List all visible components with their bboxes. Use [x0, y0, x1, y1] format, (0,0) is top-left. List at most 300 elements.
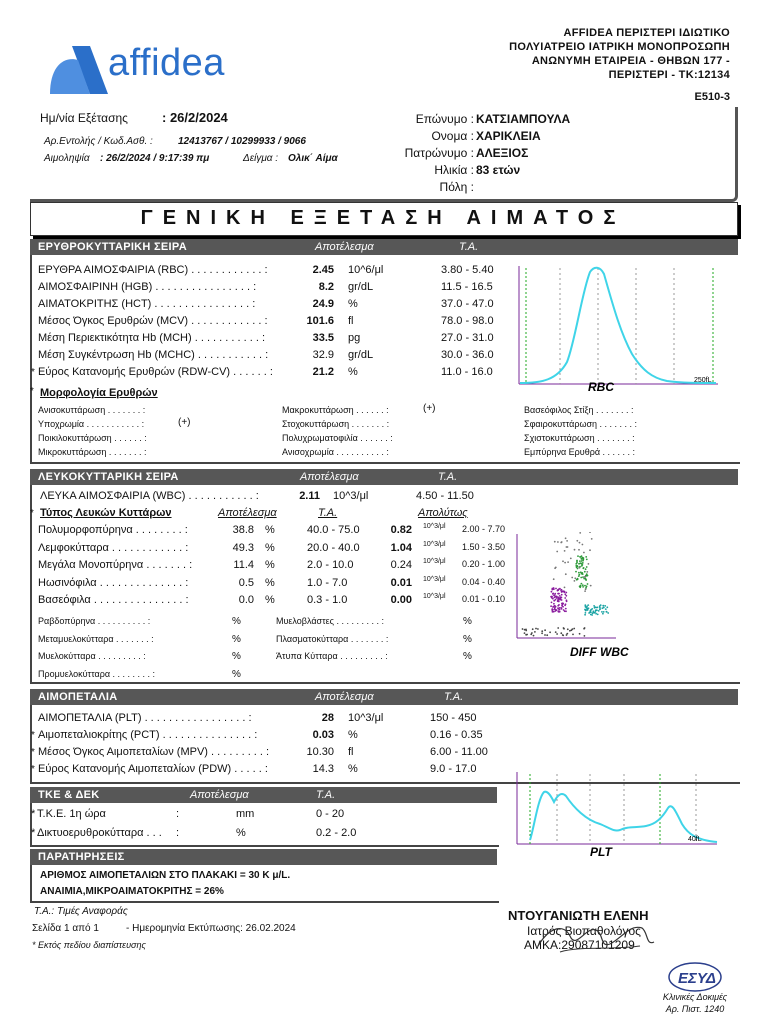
wbc-type-abs: 0.01 [390, 576, 412, 589]
rbc-axis-label: 250fL [694, 377, 712, 384]
wbc-other-label: Μεταμυελοκύτταρα . . . . . . . : [38, 633, 154, 644]
wbc-col-ref: Τ.Α. [438, 471, 458, 483]
wbc-type-abs-ref: 2.00 - 7.70 [462, 524, 506, 534]
scatter-dot [566, 546, 568, 548]
plt-row-unit: % [348, 729, 358, 741]
scatter-dot [585, 606, 587, 608]
wbc-type-abs-unit: 10^3/μl [423, 575, 446, 583]
scatter-dot [581, 565, 583, 567]
scatter-dot [551, 589, 553, 591]
scatter-dot [575, 563, 577, 565]
scatter-dot [580, 577, 582, 579]
scatter-dot [595, 610, 597, 612]
wbc-type-value: 49.3 [232, 541, 254, 554]
scatter-dot [574, 580, 576, 582]
scatter-dot [560, 607, 562, 609]
doctor-name: ΝΤΟΥΓΑΝΙΩΤΗ ΕΛΕΝΗ [508, 908, 649, 923]
scatter-dot [566, 540, 568, 542]
scatter-dot [577, 578, 579, 580]
scatter-dot [534, 631, 536, 633]
rbc-row-ref: 30.0 - 36.0 [441, 349, 494, 361]
scatter-dot [585, 588, 587, 590]
scatter-dot [578, 563, 580, 565]
scatter-dot [579, 532, 581, 534]
scatter-dot [566, 633, 568, 635]
scatter-dot [585, 576, 587, 578]
morph-item-label: Σχιστοκυττάρωση . . . . . . . : [524, 433, 635, 443]
seal-text: ΕΣΥΔ [678, 970, 716, 987]
esr-row-unit: % [236, 827, 246, 839]
rbc-row-value: 21.2 [312, 366, 334, 378]
age-label: Ηλικία : [434, 163, 474, 177]
wbc-type-abs: 0.82 [390, 524, 412, 536]
scatter-dot [565, 595, 567, 597]
scatter-dot [550, 605, 552, 607]
wbc-type-value: 0.0 [238, 594, 254, 606]
plt-row-value: 0.03 [312, 729, 334, 741]
esr-col-ref: Τ.Α. [316, 789, 336, 801]
scatter-dot [554, 596, 556, 598]
wbc-type-abs-ref: 0.04 - 0.40 [462, 576, 506, 587]
scatter-dot [592, 610, 594, 612]
rbc-row-value: 101.6 [306, 315, 334, 327]
rbc-row-unit: gr/dL [348, 349, 374, 361]
scatter-dot [583, 578, 585, 580]
scatter-dot [551, 591, 553, 593]
scatter-dot [584, 571, 586, 573]
plt-col-ref: Τ.Α. [444, 691, 464, 703]
esr-section-title: ΤΚΕ & ΔΕΚ [38, 789, 100, 801]
affidea-logo-text: affidea [108, 42, 225, 84]
rbc-row-label: ΕΡΥΘΡΑ ΑΙΜΟΣΦΑΙΡΙΑ (RBC) . . . . . . . . . . . . : [38, 264, 268, 276]
scatter-dot [576, 560, 578, 562]
rbc-row-label: ΑΙΜΟΣΦΑΙΡΙΝΗ (HGB) . . . . . . . . . . . . . . . . : [38, 281, 257, 293]
scatter-dot [589, 532, 591, 533]
notes-section-header [30, 849, 497, 865]
types-col-result: Αποτέλεσμα [218, 507, 277, 519]
scatter-dot [583, 557, 585, 559]
wbc-type-value: 38.8 [232, 524, 254, 536]
scatter-dot [585, 556, 587, 558]
plt-section-title: ΑΙΜΟΠΕΤΑΛΙΑ [38, 691, 118, 703]
rbc-row-unit: fl [348, 315, 354, 327]
scatter-dot [559, 595, 561, 597]
morph-item-value: (+) [423, 403, 436, 414]
wbc-type-label: Λεμφοκύτταρα . . . . . . . . . . . . : [38, 541, 189, 554]
esyd-seal [666, 960, 724, 994]
scatter-dot [591, 538, 593, 540]
draw-label: Αιμοληψία [44, 153, 90, 164]
row-star: * [31, 367, 35, 378]
scatter-dot [556, 551, 558, 553]
scatter-dot [553, 603, 555, 605]
accreditation-note: * Εκτός πεδίου διαπίστευσης [32, 940, 146, 950]
form-code: E510-3 [694, 91, 730, 103]
diff-wbc-scatter [512, 532, 722, 662]
wbc-type-unit: % [265, 576, 275, 589]
age-value: 83 ετών [476, 163, 521, 177]
scatter-dot [593, 605, 595, 607]
scatter-dot [585, 579, 587, 581]
wbc-type-ref: 0.3 - 1.0 [307, 594, 348, 606]
father-label: Πατρώνυμο : [404, 146, 474, 160]
rbc-row-unit: gr/dL [348, 281, 374, 293]
morph-item-label: Εμπύρηνα Ερυθρά . . . . . . : [524, 447, 636, 457]
rbc-curve [520, 268, 716, 383]
wbc-other-unit: % [232, 616, 241, 627]
rbc-section-header [30, 239, 738, 255]
scatter-dot [552, 611, 554, 613]
plt-row-label: Μέσος Όγκος Αιμοπεταλίων (MPV) . . . . . . . . . : [38, 746, 270, 758]
wbc-value: 2.11 [299, 490, 320, 502]
esr-row-colon: : [176, 827, 180, 839]
wbc-type-value: 11.4 [233, 559, 254, 571]
morph-item-label: Ανισοχρωμία . . . . . . . . . . : [282, 447, 389, 457]
wbc-other-label: Ραβδοπύρηνα . . . . . . . . . . : [38, 616, 151, 626]
wbc-type-abs-unit: 10^3/μl [423, 558, 446, 565]
scatter-dot [588, 612, 590, 614]
rbc-row-label: Μέση Συγκέντρωση Hb (MCHC) . . . . . . . . . . . : [38, 349, 269, 361]
rbc-row-ref: 78.0 - 98.0 [441, 315, 494, 327]
scatter-dot [562, 634, 564, 636]
scatter-dot [586, 566, 588, 568]
rbc-row-unit: % [348, 298, 358, 310]
scatter-dot [552, 593, 554, 595]
types-title: Τύπος Λευκών Κυττάρων [40, 507, 172, 519]
scatter-dot [586, 571, 588, 573]
scatter-dot [591, 614, 593, 616]
scatter-dot [522, 628, 524, 630]
scatter-dot [606, 611, 608, 613]
morph-item-label: Ανισοκυττάρωση . . . . . . . : [38, 405, 146, 415]
rbc-row-unit: 10^6/μl [348, 264, 384, 276]
plt-axis-label: 40fL [688, 836, 702, 843]
scatter-dot [603, 611, 605, 613]
scatter-dot [584, 604, 586, 606]
scatter-dot [569, 630, 571, 632]
diff-points [522, 532, 610, 637]
scatter-dot [601, 611, 603, 613]
plt-row-ref: 0.16 - 0.35 [430, 729, 483, 741]
scatter-dot [565, 608, 567, 610]
plt-histogram [512, 768, 722, 860]
wbc-type-abs: 1.04 [390, 541, 412, 554]
scatter-dot [556, 633, 558, 635]
scatter-dot [560, 597, 562, 599]
plt-row-value: 28 [321, 712, 334, 724]
wbc-other-unit: % [463, 616, 472, 627]
scatter-dot [605, 608, 607, 610]
doctor-title: Ιατρός Βιοπαθολόγος [527, 924, 641, 938]
order-value: 12413767 / 10299933 / 9066 [178, 136, 306, 147]
scatter-dot [561, 541, 563, 543]
wbc-other-label: Προμυελοκύτταρα . . . . . . . . : [38, 668, 156, 679]
types-star: * [30, 508, 34, 519]
scatter-dot [559, 607, 561, 609]
scatter-dot [584, 635, 586, 637]
ref-note: Τ.Α.: Τιμές Αναφοράς [34, 906, 128, 917]
scatter-dot [549, 631, 551, 633]
esr-row-label: Δικτυοερυθροκύτταρα . . . [37, 827, 162, 839]
exam-date-value: : 26/2/2024 [162, 110, 228, 125]
address-line: ΠΟΛΥΙΑΤΡΕΙΟ ΙΑΤΡΙΚΗ ΜΟΝΟΠΡΟΣΩΠΗ [509, 41, 730, 53]
scatter-dot [562, 560, 564, 562]
scatter-dot [561, 594, 563, 596]
scatter-dot [603, 605, 605, 607]
scatter-dot [579, 542, 581, 544]
scatter-dot [582, 584, 584, 586]
scatter-dot [588, 563, 590, 565]
scatter-dot [559, 609, 561, 611]
address-line: ΑΝΩΝΥΜΗ ΕΤΑΙΡΕΙΑ - ΘΗΒΩΝ 177 - [531, 55, 730, 67]
plt-section-header [30, 689, 738, 705]
wbc-other-unit: % [232, 668, 241, 680]
lab-address [400, 26, 730, 82]
wbc-type-unit: % [265, 524, 275, 536]
plt-row-ref: 9.0 - 17.0 [430, 763, 477, 775]
scatter-dot [582, 544, 584, 546]
scatter-dot [554, 607, 556, 609]
scatter-dot [582, 562, 584, 564]
plt-row-ref: 6.00 - 11.00 [430, 746, 488, 758]
scatter-dot [552, 609, 554, 611]
rbc-col-ref: Τ.Α. [459, 241, 479, 253]
wbc-type-abs-ref: 0.01 - 0.10 [462, 594, 506, 604]
scatter-dot [551, 602, 553, 604]
rbc-row-value: 2.45 [312, 264, 334, 276]
scatter-dot [560, 589, 562, 591]
esr-row-unit: mm [236, 808, 255, 820]
scatter-dot [563, 591, 565, 593]
page-title: ΓΕΝΙΚΗ ΕΞΕΤΑΣΗ ΑΙΜΑΤΟΣ [140, 207, 626, 229]
surname-label: Επώνυμο : [415, 112, 474, 126]
doctor-signature [530, 916, 660, 960]
scatter-dot [552, 606, 554, 608]
scatter-dot [584, 590, 586, 592]
scatter-dot [557, 596, 559, 598]
esr-row-label: Τ.Κ.Ε. 1η ώρα [37, 808, 106, 820]
scatter-dot [561, 591, 563, 593]
scatter-dot [607, 612, 609, 614]
affidea-logo-mark [50, 46, 108, 94]
scatter-dot [553, 600, 555, 602]
scatter-dot [581, 583, 583, 585]
scatter-dot [585, 568, 587, 570]
surname-value: ΚΑΤΣΙΑΜΠΟΥΛΑ [476, 112, 571, 126]
wbc-col-result: Αποτέλεσμα [300, 471, 359, 483]
plt-row-unit: % [348, 763, 358, 775]
rbc-row-value: 32.9 [312, 349, 334, 361]
scatter-dot [572, 634, 574, 636]
rbc-col-result: Αποτέλεσμα [315, 241, 374, 253]
scatter-dot [597, 614, 599, 616]
row-star: * [31, 730, 35, 741]
scatter-dot [564, 593, 566, 595]
plt-row-value: 14.3 [312, 763, 334, 775]
rbc-row-ref: 37.0 - 47.0 [441, 298, 494, 310]
scatter-dot [564, 597, 566, 599]
row-star: * [31, 808, 36, 820]
rbc-row-label: Μέση Περιεκτικότητα Hb (MCH) . . . . . . . . . . . : [38, 332, 266, 344]
wbc-section-title: ΛΕΥΚΟΚΥΤΤΑΡΙΚΗ ΣΕΙΡΑ [38, 471, 179, 483]
types-col-abs: Απολύτως [418, 507, 468, 519]
scatter-dot [575, 571, 577, 573]
scatter-dot [565, 573, 567, 575]
wbc-type-unit: % [265, 594, 275, 606]
scatter-dot [577, 566, 579, 568]
wbc-label: ΛΕΥΚΑ ΑΙΜΟΣΦΑΙΡΙΑ (WBC) . . . . . . . . . . . : [40, 490, 259, 502]
plt-col-result: Αποτέλεσμα [315, 691, 374, 703]
wbc-type-abs: 0.00 [390, 594, 412, 606]
scatter-dot [585, 612, 587, 614]
esr-row-ref: 0.2 - 2.0 [316, 827, 357, 839]
doctor-amka: ΑΜΚΑ:29087101209 [524, 938, 635, 952]
morph-star: * [30, 386, 34, 397]
plt-chart-label: PLT [590, 845, 612, 859]
wbc-type-unit: % [265, 541, 275, 554]
wbc-type-ref: 20.0 - 40.0 [307, 541, 360, 554]
father-value: ΑΛΕΞΙΟΣ [476, 146, 529, 160]
address-line: ΠΕΡΙΣΤΕΡΙ - ΤΚ:12134 [608, 69, 730, 81]
plt-row-label: Αιμοπεταλιοκρίτης (PCT) . . . . . . . . . . . . . . . : [38, 729, 258, 741]
scatter-dot [544, 629, 546, 631]
order-label: Αρ.Εντολής / Κωδ.Ασθ. : [44, 136, 153, 147]
rbc-row-ref: 11.0 - 16.0 [441, 366, 493, 378]
scatter-dot [558, 593, 560, 595]
morph-title: Μορφολογία Ερυθρών [40, 387, 158, 399]
scatter-dot [562, 606, 564, 608]
scatter-dot [563, 609, 565, 611]
rbc-row-value: 8.2 [318, 281, 334, 293]
scatter-dot [573, 628, 575, 630]
morph-item-value: (+) [178, 417, 191, 428]
scatter-dot [590, 609, 592, 611]
morph-item-label: Πολυχρωματοφιλία . . . . . . : [282, 433, 393, 443]
scatter-dot [566, 599, 568, 601]
scatter-dot [564, 604, 566, 606]
scatter-dot [562, 602, 564, 604]
rbc-row-value: 24.9 [312, 298, 334, 310]
scatter-dot [525, 629, 527, 631]
scatter-dot [576, 540, 578, 542]
wbc-type-ref: 1.0 - 7.0 [307, 576, 348, 589]
plt-row-label: ΑΙΜΟΠΕΤΑΛΙΑ (PLT) . . . . . . . . . . . . . . . . . : [38, 712, 252, 724]
scatter-dot [564, 587, 566, 589]
scatter-dot [558, 598, 560, 600]
scatter-dot [602, 613, 604, 615]
scatter-dot [595, 613, 597, 615]
scatter-dot [537, 628, 539, 630]
print-date: - Ημερομηνία Εκτύπωσης: 26.02.2024 [126, 923, 296, 934]
exam-date-label: Ημ/νία Εξέτασης [40, 111, 128, 125]
wbc-type-label: Μεγάλα Μονοπύρηνα . . . . . . . : [38, 559, 193, 571]
note-line: ΑΝΑΙΜΙΑ,ΜΙΚΡΟΑΙΜΑΤΟΚΡΙΤΗΣ = 26% [40, 886, 224, 897]
scatter-dot [564, 550, 566, 552]
scatter-dot [565, 537, 567, 539]
rbc-row-label: Εύρος Κατανομής Ερυθρών (RDW-CV) . . . . . . : [38, 366, 273, 378]
scatter-dot [578, 574, 580, 576]
morph-item-label: Ποικιλοκυττάρωση . . . . . . : [38, 433, 147, 443]
morph-item-label: Σφαιροκυττάρωση . . . . . . . : [524, 419, 638, 429]
scatter-dot [557, 589, 559, 591]
scatter-dot [565, 592, 567, 594]
scatter-dot [526, 634, 528, 636]
wbc-other-label: Άτυπα Κύτταρα . . . . . . . . . : [276, 651, 388, 661]
draw-value: : 26/2/2024 / 9:17:39 πμ [100, 153, 210, 164]
notes-section-title: ΠΑΡΑΤΗΡΗΣΕΙΣ [38, 851, 125, 863]
scatter-dot [567, 628, 569, 630]
rbc-chart-label: RBC [588, 380, 614, 394]
scatter-dot [557, 541, 559, 543]
scatter-dot [541, 630, 543, 632]
morph-item-label: Υποχρωμία . . . . . . . . . . . : [38, 419, 145, 429]
page-number: Σελίδα 1 από 1 [32, 923, 99, 934]
wbc-other-label: Μυελοκύτταρα . . . . . . . . . : [38, 651, 146, 661]
wbc-unit: 10^3/μl [333, 490, 369, 502]
scatter-dot [584, 585, 586, 587]
wbc-ref: 4.50 - 11.50 [416, 490, 474, 502]
row-star: * [31, 827, 36, 839]
scatter-dot [579, 633, 581, 635]
sample-label: Δείγμα : [243, 153, 279, 164]
scatter-dot [541, 632, 543, 634]
plt-row-ref: 150 - 450 [430, 712, 477, 724]
scatter-dot [599, 605, 601, 607]
scatter-dot [589, 549, 591, 551]
esr-row-ref: 0 - 20 [316, 808, 345, 820]
rbc-row-ref: 3.80 - 5.40 [441, 264, 494, 276]
scatter-dot [533, 635, 535, 637]
scatter-dot [532, 628, 534, 630]
esr-col-result: Αποτέλεσμα [190, 789, 249, 801]
wbc-type-abs-unit: 10^3/μl [423, 523, 446, 530]
row-star: * [31, 747, 35, 758]
scatter-dot [570, 558, 572, 560]
wbc-other-unit: % [463, 651, 472, 662]
scatter-dot [574, 549, 576, 551]
scatter-dot [563, 627, 565, 629]
scatter-dot [579, 586, 581, 588]
scatter-dot [561, 599, 563, 601]
scatter-dot [555, 588, 557, 590]
name-label: Ονομα : [431, 129, 474, 143]
scatter-dot [535, 628, 537, 630]
wbc-type-label: Βασεόφιλα . . . . . . . . . . . . . . . : [38, 594, 189, 606]
scatter-dot [581, 572, 583, 574]
accred-line: Αρ. Πιστ. 1240 [665, 1004, 725, 1014]
wbc-type-abs-unit: 10^3/μl [423, 593, 446, 600]
esr-row-colon: : [176, 808, 180, 820]
scatter-dot [560, 632, 562, 634]
scatter-dot [555, 609, 557, 611]
scatter-dot [567, 561, 569, 563]
wbc-type-label: Ηωσινόφιλα . . . . . . . . . . . . . . : [38, 576, 189, 589]
scatter-dot [553, 594, 555, 596]
rbc-section-title: ΕΡΥΘΡΟΚΥΤΤΑΡΙΚΗ ΣΕΙΡΑ [38, 241, 187, 253]
scatter-dot [553, 578, 555, 580]
scatter-dot [583, 567, 585, 569]
scatter-dot [579, 560, 581, 562]
wbc-type-value: 0.5 [238, 576, 254, 589]
wbc-other-unit: % [232, 651, 241, 662]
wbc-other-label: Πλασματοκύτταρα . . . . . . . : [276, 633, 389, 644]
plt-row-unit: fl [348, 746, 354, 758]
row-star: * [31, 764, 35, 775]
scatter-dot [582, 560, 584, 562]
scatter-dot [578, 572, 580, 574]
scatter-dot [554, 605, 556, 607]
scatter-dot [544, 634, 546, 636]
